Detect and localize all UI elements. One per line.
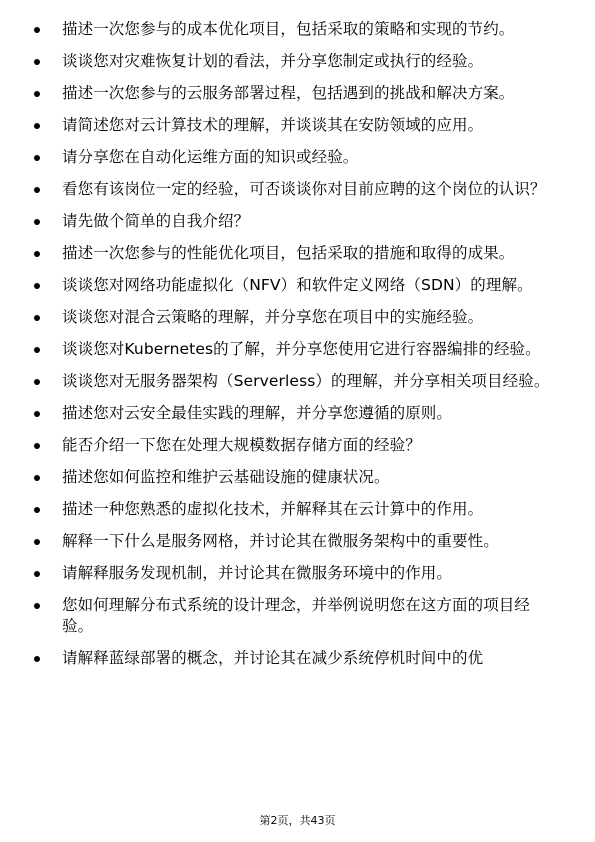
question-item (34, 595, 559, 637)
question-item (34, 275, 559, 296)
question-item (34, 115, 559, 136)
question-item (34, 467, 559, 488)
question-text: 描述一种您熟悉的虚拟化技术，并解释其在云计算中的作用。 (62, 500, 484, 518)
question-text: 描述一次您参与的成本优化项目，包括采取的策略和实现的节约。 (62, 20, 515, 38)
bullet-icon (34, 475, 40, 481)
question-item (34, 211, 559, 232)
question-text: 您如何理解分布式系统的设计理念，并举例说明您在这方面的项目经验。 (62, 596, 531, 635)
question-text: 描述您如何监控和维护云基础设施的健康状况。 (62, 468, 390, 486)
question-item (34, 435, 559, 456)
question-item (34, 403, 559, 424)
bullet-icon (34, 603, 40, 609)
question-text: 请简述您对云计算技术的理解，并谈谈其在安防领域的应用。 (62, 116, 484, 134)
question-text: 请先做个简单的自我介绍？ (62, 212, 250, 230)
question-item (34, 51, 559, 72)
question-text: 描述一次您参与的性能优化项目，包括采取的措施和取得的成果。 (62, 244, 515, 262)
bullet-icon (34, 443, 40, 449)
question-text: 谈谈您对灾难恢复计划的看法，并分享您制定或执行的经验。 (62, 52, 484, 70)
bullet-icon (34, 251, 40, 257)
bullet-icon (34, 59, 40, 65)
bullet-icon (34, 411, 40, 417)
bullet-icon (34, 315, 40, 321)
question-text: 谈谈您对无服务器架构（Serverless）的理解，并分享相关项目经验。 (62, 372, 550, 390)
question-item (34, 243, 559, 264)
bullet-icon (34, 656, 40, 662)
question-item (34, 531, 559, 552)
question-text: 谈谈您对Kubernetes的了解，并分享您使用它进行容器编排的经验。 (62, 340, 541, 358)
question-item (34, 83, 559, 104)
bullet-icon (34, 347, 40, 353)
question-item (34, 339, 559, 360)
question-item (34, 648, 559, 669)
bullet-icon (34, 123, 40, 129)
question-text: 解释一下什么是服务网格，并讨论其在微服务架构中的重要性。 (62, 532, 499, 550)
question-item (34, 147, 559, 168)
question-item (34, 371, 559, 392)
question-text: 描述您对云安全最佳实践的理解，并分享您遵循的原则。 (62, 404, 453, 422)
bullet-icon (34, 283, 40, 289)
bullet-icon (34, 27, 40, 33)
question-text: 谈谈您对网络功能虚拟化（NFV）和软件定义网络（SDN）的理解。 (62, 276, 533, 294)
bullet-icon (34, 219, 40, 225)
question-item (34, 19, 559, 40)
question-text: 请解释服务发现机制，并讨论其在微服务环境中的作用。 (62, 564, 453, 582)
bullet-icon (34, 539, 40, 545)
question-text: 谈谈您对混合云策略的理解，并分享您在项目中的实施经验。 (62, 308, 484, 326)
question-item (34, 499, 559, 520)
bullet-icon (34, 507, 40, 513)
question-item (34, 179, 559, 200)
question-item (34, 307, 559, 328)
question-text: 能否介绍一下您在处理大规模数据存储方面的经验？ (62, 436, 421, 454)
bullet-icon (34, 91, 40, 97)
question-text: 请解释蓝绿部署的概念，并讨论其在减少系统停机时间中的优 (62, 649, 484, 667)
bullet-icon (34, 571, 40, 577)
question-text: 请分享您在自动化运维方面的知识或经验。 (62, 148, 359, 166)
question-text: 描述一次您参与的云服务部署过程，包括遇到的挑战和解决方案。 (62, 84, 515, 102)
bullet-icon (34, 187, 40, 193)
bullet-icon (34, 379, 40, 385)
page-footer: 第2页，共43页 (259, 814, 336, 827)
question-text: 看您有该岗位一定的经验，可否谈谈你对目前应聘的这个岗位的认识？ (62, 180, 546, 198)
question-item (34, 563, 559, 584)
bullet-icon (34, 155, 40, 161)
question-list (34, 19, 559, 680)
